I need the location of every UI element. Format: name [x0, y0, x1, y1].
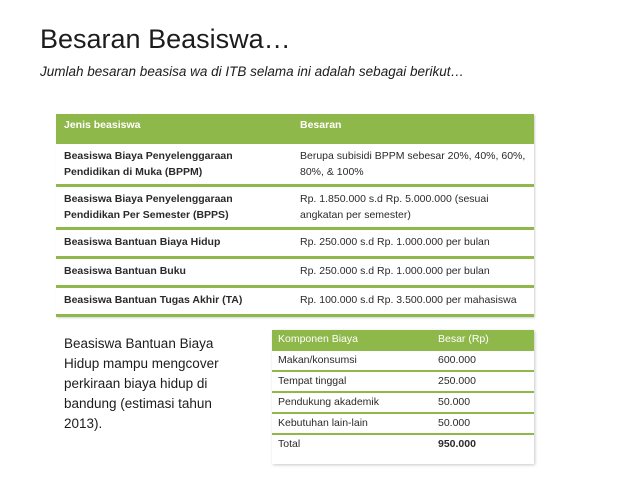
- table-row: [56, 144, 534, 187]
- table-row: [56, 288, 534, 317]
- living-cost-note: Beasiswa Bantuan Biaya Hidup mampu mengcover perkiraan biaya hidup di bandung (estimasi tahun 2013).: [64, 336, 219, 431]
- cell-besar: 250.000: [438, 375, 476, 387]
- table-row: [56, 230, 534, 259]
- cell-besar: 600.000: [438, 354, 476, 366]
- scholarship-table: [56, 114, 534, 317]
- cell-besaran: Rp. 250.000 s.d Rp. 1.000.000 per bulan: [300, 236, 490, 248]
- cell-komponen: Total: [278, 438, 301, 450]
- table-total-row: [272, 435, 534, 464]
- slide-subtitle: Jumlah besaran beasisa wa di ITB selama ini adalah sebagai berikut…: [40, 64, 464, 79]
- cell-komponen: Makan/konsumsi: [278, 354, 357, 366]
- cell-jenis: Beasiswa Bantuan Buku: [64, 265, 186, 277]
- column-header-jenis: Jenis beasiswa: [64, 119, 141, 131]
- cell-besaran: Rp. 1.850.000 s.d Rp. 5.000.000 (sesuai angkatan per semester): [300, 193, 489, 221]
- living-cost-table: [272, 330, 534, 464]
- table-header-row: [56, 114, 534, 144]
- table-row: [272, 393, 534, 414]
- table-row: [56, 259, 534, 288]
- table-row: [272, 414, 534, 435]
- cell-komponen: Tempat tinggal: [278, 375, 347, 387]
- table-row: [272, 372, 534, 393]
- cell-besar: 50.000: [438, 396, 471, 408]
- cell-besaran: Rp. 100.000 s.d Rp. 3.500.000 per mahasiswa: [300, 294, 517, 306]
- cell-komponen: Pendukung akademik: [278, 396, 379, 408]
- cell-jenis: Beasiswa Bantuan Tugas Akhir (TA): [64, 294, 243, 306]
- cell-besar: 950.000: [438, 438, 476, 450]
- column-header-besaran: Besaran: [300, 119, 342, 131]
- cell-besaran: Rp. 250.000 s.d Rp. 1.000.000 per bulan: [300, 265, 490, 277]
- column-header-komponen: Komponen Biaya: [278, 333, 358, 345]
- cell-komponen: Kebutuhan lain-lain: [278, 417, 368, 429]
- column-header-besar: Besar (Rp): [438, 333, 489, 345]
- cell-jenis: Beasiswa Bantuan Biaya Hidup: [64, 236, 221, 248]
- cell-jenis: Beasiswa Biaya Penyelenggaraan Pendidikan Per Semester (BPPS): [64, 193, 233, 221]
- slide-title: Besaran Beasiswa…: [40, 24, 291, 54]
- table-header-row: [272, 330, 534, 351]
- cell-jenis: Beasiswa Biaya Penyelenggaraan Pendidikan di Muka (BPPM): [64, 150, 233, 178]
- table-row: [56, 187, 534, 230]
- cell-besar: 50.000: [438, 417, 471, 429]
- table-row: [272, 351, 534, 372]
- cell-besaran: Berupa subisidi BPPM sebesar 20%, 40%, 60%, 80%, & 100%: [300, 150, 526, 178]
